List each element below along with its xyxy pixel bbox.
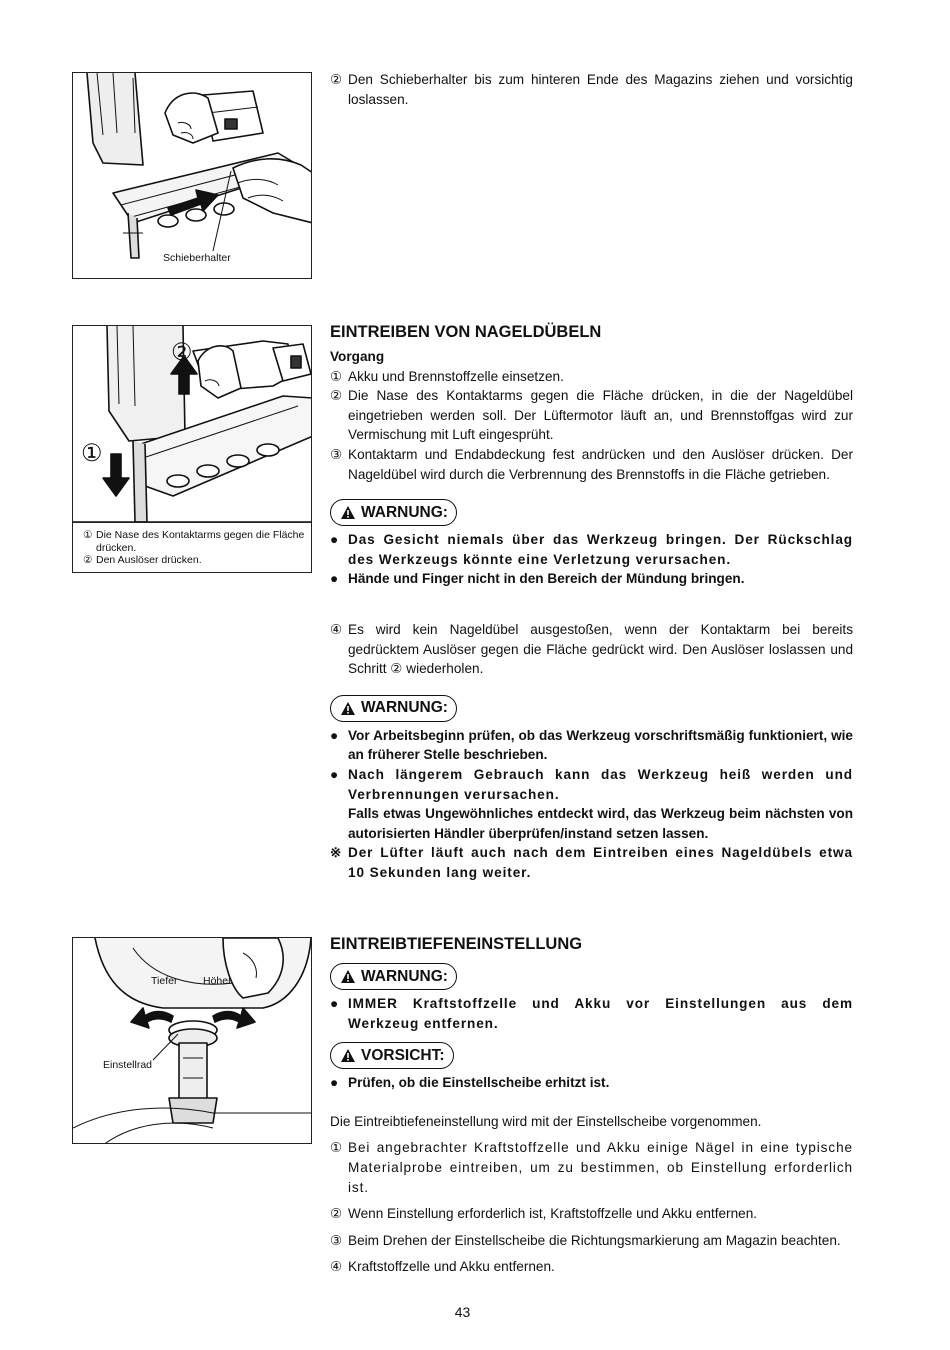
label-hoeher: Höher	[203, 975, 232, 987]
list-item: ③ Beim Drehen der Einstellscheibe die Richtungsmarkierung am Magazin beachten.	[330, 1232, 841, 1248]
label-einstellrad: Einstellrad	[103, 1059, 153, 1071]
warning-triangle-icon	[341, 506, 355, 519]
list-item: ③ Kontaktarm und Endabdeckung fest andrücken und den Auslöser drücken. Der Nageldübel wird durch die Verbrennung des Brennstoffs in die Fläche getrieben.	[330, 446, 853, 482]
section-title: EINTREIBTIEFENEINSTELLUNG	[330, 935, 583, 953]
section-driving	[330, 322, 853, 882]
figure-marker-2: ②	[171, 339, 193, 366]
section-depth	[330, 934, 853, 1277]
warning-triangle-icon	[341, 970, 355, 983]
warning-item: ● Vor Arbeitsbeginn prüfen, ob das Werkzeug vorschriftsmäßig funktioniert, wie an früherer Stelle beschrieben.	[330, 727, 853, 763]
list-item: ④ Es wird kein Nageldübel ausgestoßen, wenn der Kontaktarm bei bereits gedrücktem Auslöser gegen die Fläche gedrückt wird. Den Auslöser loslassen und Schritt ② wiederholen.	[330, 621, 853, 677]
note-item: ※ Der Lüfter läuft auch nach dem Eintreiben eines Nageldübels etwa 10 Sekunden lang weiter.	[330, 845, 853, 880]
figure-caption	[83, 529, 305, 567]
warning-badge: WARNUNG:	[330, 695, 457, 722]
page-number: 43	[454, 1304, 471, 1320]
warning-item: ● Nach längerem Gebrauch kann das Werkzeug heiß werden und Verbrennungen verursachen. Falls etwas Ungewöhnliches entdeckt wird, das Werkzeug beim nächsten von autorisierten Händler überprüfen/instand setzen lassen.	[330, 766, 853, 841]
section-subtitle: Vorgang	[330, 349, 385, 364]
list-item: ① Akku und Brennstoffzelle einsetzen.	[330, 368, 564, 384]
caption-item: ② Den Auslöser drücken.	[83, 554, 202, 566]
list-item: ④ Kraftstoffzelle und Akku entfernen.	[330, 1259, 555, 1275]
figure-contact-arm	[72, 325, 312, 573]
warning-badge: WARNUNG:	[330, 499, 457, 526]
nailer-magazine-illustration	[73, 73, 312, 279]
section-slider	[330, 70, 853, 109]
warning-item: ● Das Gesicht niemals über das Werkzeug bringen. Der Rückschlag des Werkzeugs könnte eine Verletzung verursachen.	[330, 532, 853, 567]
list-item: ② Wenn Einstellung erforderlich ist, Kraftstoffzelle und Akku entfernen.	[330, 1206, 758, 1222]
figure-slider-holder	[72, 72, 312, 279]
intro-text: Die Eintreibtiefeneinstellung wird mit der Einstellscheibe vorgenommen.	[330, 1113, 762, 1129]
caption-divider	[73, 522, 311, 523]
depth-adjust-illustration	[73, 938, 312, 1144]
section-title: EINTREIBEN VON NAGELDÜBELN	[330, 323, 602, 341]
caution-item: ● Prüfen, ob die Einstellscheibe erhitzt ist.	[330, 1075, 610, 1091]
list-item: ② Die Nase des Kontaktarms gegen die Fläche drücken, in die der Nageldübel eingetrieben werden soll. Der Lüftermotor läuft an, und Brennstoffgas wird zur Vermischung mit Luft eingesprüht.	[330, 388, 853, 443]
warning-item: ● IMMER Kraftstoffzelle und Akku vor Einstellungen aus dem Werkzeug entfernen.	[330, 996, 853, 1031]
warning-badge: WARNUNG:	[330, 963, 457, 990]
warning-triangle-icon	[341, 702, 355, 715]
figure-marker-1: ①	[81, 440, 103, 467]
figure-depth-adjust	[72, 937, 312, 1144]
warning-item: ● Hände und Finger nicht in den Bereich der Mündung bringen.	[330, 571, 745, 587]
caption-item: ① Die Nase des Kontaktarms gegen die Fläche drücken.	[83, 529, 305, 554]
list-item: ① Bei angebrachter Kraftstoffzelle und Akku einige Nägel in eine typische Materialprobe eintreiben, um zu bestimmen, ob Einstellung erforderlich ist.	[330, 1140, 853, 1195]
label-schieberhalter: Schieberhalter	[163, 252, 231, 264]
caution-badge: VORSICHT:	[330, 1042, 454, 1069]
list-item: ② Den Schieberhalter bis zum hinteren Ende des Magazins ziehen und vorsichtig loslassen.	[330, 72, 853, 107]
warning-triangle-icon	[341, 1049, 355, 1062]
label-tiefer: Tiefer	[151, 975, 178, 987]
